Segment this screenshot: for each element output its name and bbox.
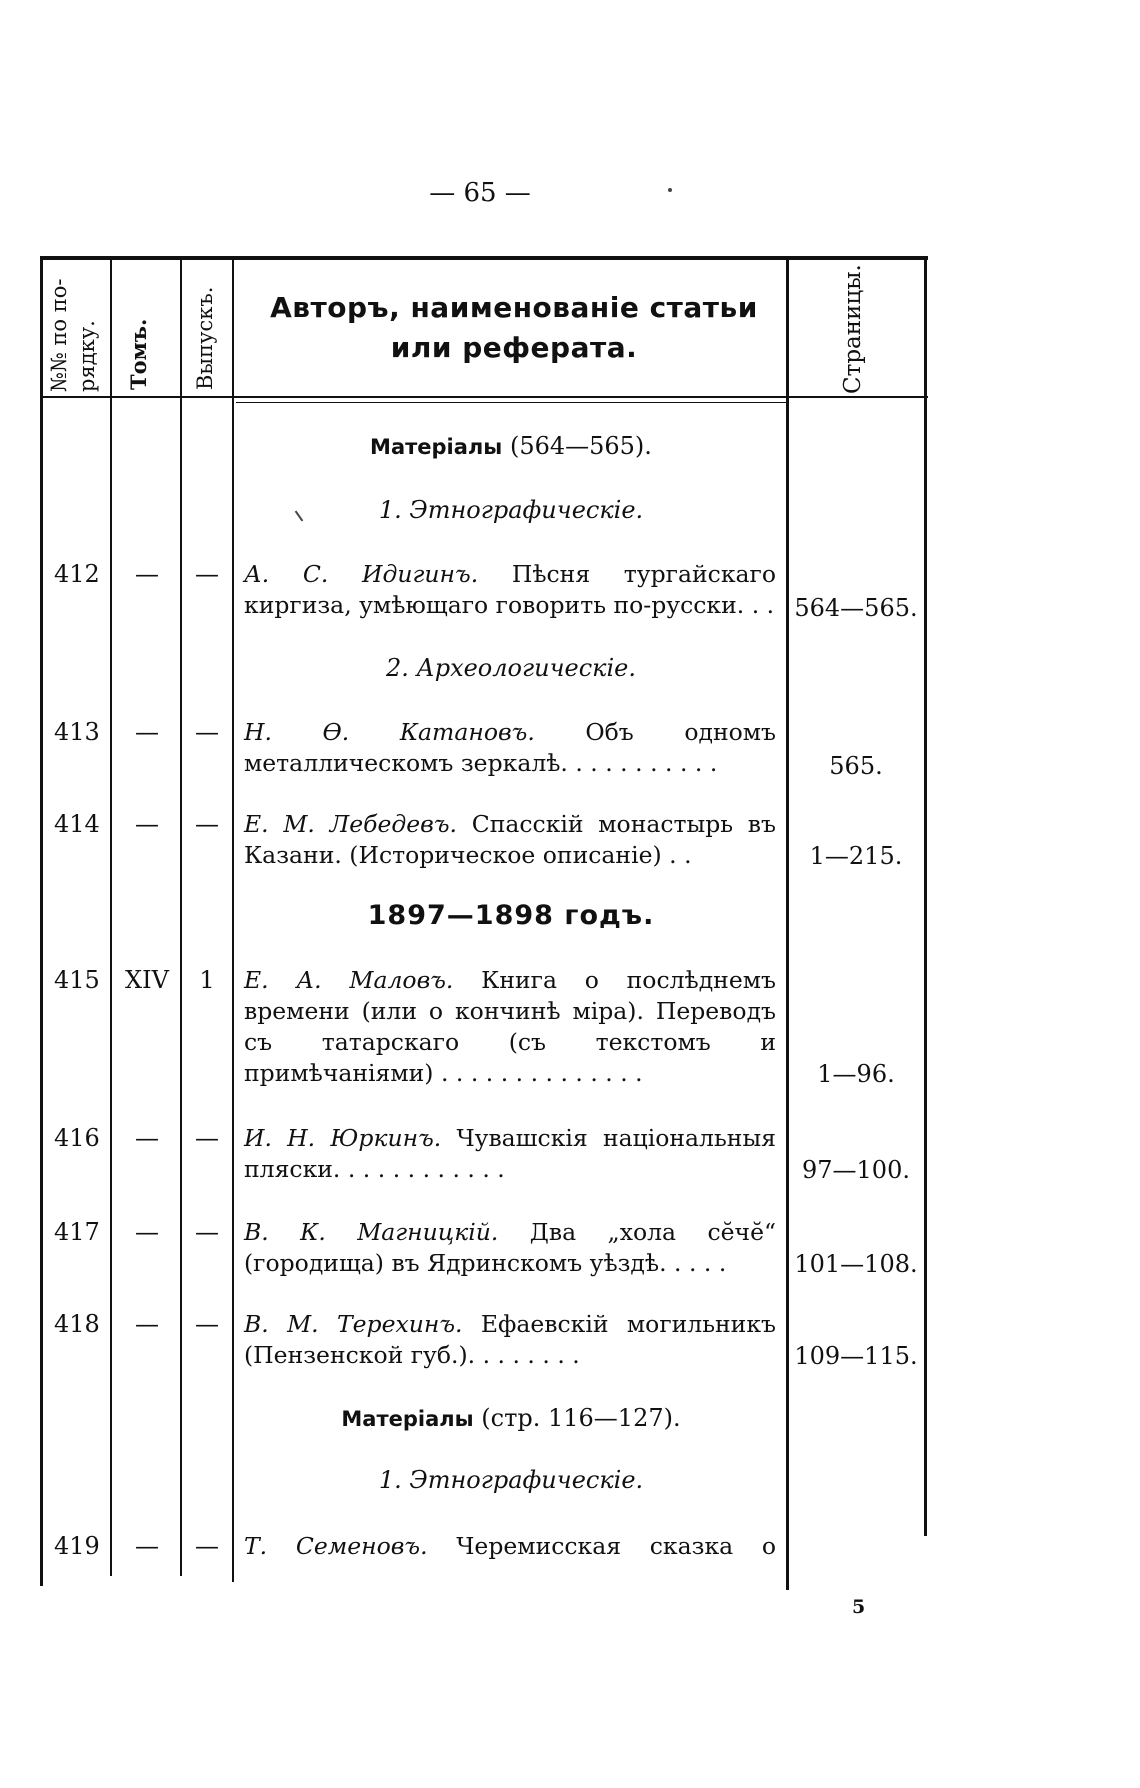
entry-author: Е. А. Маловъ. bbox=[244, 966, 454, 994]
entry-title: Два „хола сĕчĕ“ (городища) въ Ядринскомъ уѣздѣ. . . . . bbox=[244, 1218, 777, 1277]
header-col-tom: Томъ. bbox=[126, 318, 151, 390]
entry-num: 413 bbox=[54, 718, 100, 746]
entry-author: А. С. Идигинъ. bbox=[244, 560, 479, 588]
entry-vyp: — bbox=[195, 718, 219, 746]
header-bottom-rule-2 bbox=[236, 402, 786, 403]
entry-title: Объ одномъ металлическомъ зеркалѣ. . . . . . . . . . . bbox=[244, 718, 776, 777]
entry-vyp: 1 bbox=[199, 966, 215, 994]
entry-tom: — bbox=[135, 1532, 159, 1560]
section-materials-2 bbox=[236, 1404, 786, 1432]
entry-num: 415 bbox=[54, 966, 100, 994]
entry-tom: — bbox=[135, 810, 159, 838]
entry-author: В. К. Магницкій. bbox=[244, 1218, 499, 1246]
subsection-archaeological: 2. Археологическіе. bbox=[386, 654, 636, 682]
year-heading: 1897—1898 годъ. bbox=[367, 900, 655, 931]
entry-text bbox=[244, 1309, 776, 1371]
entry-num: 414 bbox=[54, 810, 100, 838]
materials-range: (стр. 116—127). bbox=[481, 1404, 681, 1432]
entry-pages: 1—215. bbox=[809, 842, 903, 870]
entry-author: И. Н. Юркинъ. bbox=[244, 1124, 442, 1152]
entry-text bbox=[244, 965, 776, 1089]
col-rule-pages bbox=[786, 256, 789, 1590]
entry-text bbox=[244, 809, 776, 871]
entry-title: Книга о послѣднемъ времени (или о кончинѣ міра). Переводъ съ татарскаго (съ текстомъ и примѣчаніями) . . . . . . . . . . . . . . bbox=[244, 966, 776, 1087]
entry-text bbox=[244, 1123, 776, 1185]
header-bottom-rule bbox=[40, 396, 928, 398]
entry-title: Чувашскія національныя пляски. . . . . . . . . . . . bbox=[244, 1124, 776, 1183]
entry-num: 412 bbox=[54, 560, 100, 588]
entry-pages: 101—108. bbox=[794, 1250, 918, 1278]
entry-pages: 1—96. bbox=[817, 1060, 895, 1088]
page-number: — 65 — bbox=[429, 178, 531, 208]
entry-title: Спасскій монастырь въ Казани. (Историческое описаніе) . . bbox=[244, 810, 776, 869]
materials-label: Матеріалы bbox=[370, 435, 503, 459]
entry-pages: 109—115. bbox=[794, 1342, 918, 1370]
materials-range: (564—565). bbox=[509, 432, 652, 460]
entry-tom: — bbox=[135, 1218, 159, 1246]
entry-num: 417 bbox=[54, 1218, 100, 1246]
entry-vyp: — bbox=[195, 1218, 219, 1246]
table-top-rule bbox=[40, 256, 928, 260]
subsection-ethnographic-1: 1. Этнографическіе. bbox=[378, 496, 644, 524]
header-col-title bbox=[240, 288, 788, 368]
entry-tom: — bbox=[135, 560, 159, 588]
header-title-line1: Авторъ, наименованіе статьи bbox=[270, 291, 758, 324]
entry-title: Черемисская сказка о bbox=[456, 1532, 776, 1560]
entry-title: Пѣсня тургайскаго киргиза, умѣющаго говорить по-русски. . . bbox=[244, 560, 776, 619]
materials-label: Матеріалы bbox=[341, 1407, 474, 1431]
entry-pages: 564—565. bbox=[794, 594, 918, 622]
entry-vyp: — bbox=[195, 1310, 219, 1338]
entry-tom: — bbox=[135, 718, 159, 746]
col-rule-vyp bbox=[232, 256, 234, 1582]
header-col-num-line1: №№ по по- bbox=[47, 278, 71, 392]
entry-pages: 97—100. bbox=[802, 1156, 910, 1184]
subsection-ethnographic-2: 1. Этнографическіе. bbox=[378, 1466, 644, 1494]
col-rule-right bbox=[924, 256, 927, 1536]
entry-text bbox=[244, 717, 776, 779]
col-rule-tom bbox=[180, 256, 182, 1576]
entry-author: Т. Семеновъ. bbox=[244, 1532, 428, 1560]
entry-tom: — bbox=[135, 1124, 159, 1152]
entry-vyp: — bbox=[195, 560, 219, 588]
entry-vyp: — bbox=[195, 1532, 219, 1560]
signature-mark: 5 bbox=[852, 1596, 866, 1618]
col-rule-num bbox=[110, 256, 112, 1576]
entry-num: 418 bbox=[54, 1310, 100, 1338]
entry-text bbox=[244, 1531, 776, 1562]
header-title-line2: или реферата. bbox=[390, 331, 638, 364]
entry-text bbox=[244, 559, 776, 621]
entry-pages: 565. bbox=[829, 752, 883, 780]
section-materials-1 bbox=[236, 432, 786, 460]
entry-author: Е. М. Лебедевъ. bbox=[244, 810, 457, 838]
entry-author: В. М. Терехинъ. bbox=[244, 1310, 463, 1338]
header-col-vyp: Выпускъ. bbox=[193, 286, 217, 390]
entry-num: 416 bbox=[54, 1124, 100, 1152]
header-col-num-line2: рядку. bbox=[75, 320, 99, 392]
entry-vyp: — bbox=[195, 810, 219, 838]
entry-vyp: — bbox=[195, 1124, 219, 1152]
entry-num: 419 bbox=[54, 1532, 100, 1560]
stray-dot bbox=[668, 188, 672, 192]
entry-author: Н. Ѳ. Катановъ. bbox=[244, 718, 535, 746]
entry-title: Ефаевскій могильникъ (Пензенской губ.). . . . . . . . bbox=[244, 1310, 776, 1369]
entry-tom: — bbox=[135, 1310, 159, 1338]
header-col-pages: Страницы. bbox=[840, 264, 866, 394]
entry-text bbox=[244, 1217, 776, 1279]
col-rule-left bbox=[40, 256, 43, 1586]
entry-tom: XIV bbox=[125, 966, 169, 994]
